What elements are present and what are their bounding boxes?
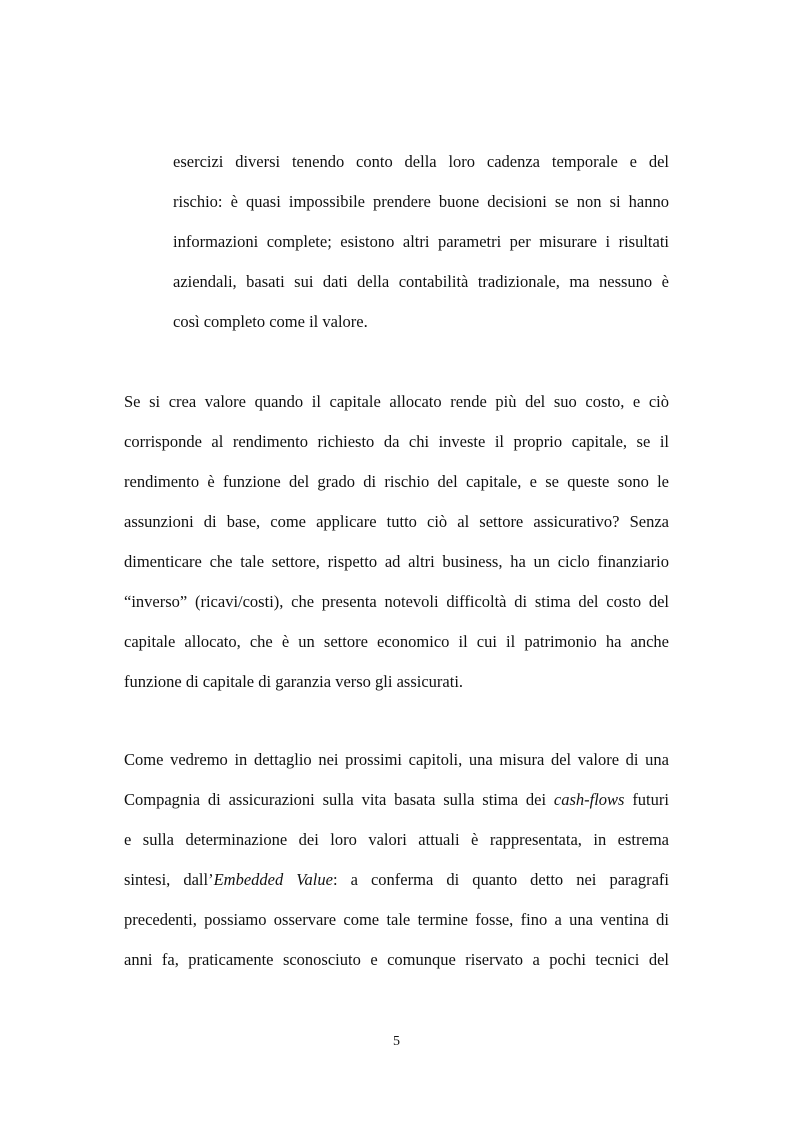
paragraph-line (124, 790, 669, 810)
quote-line: così completo come il valore. (173, 312, 368, 331)
paragraph-line: dimenticare che tale settore, rispetto ad altri business, ha un ciclo finanziario (124, 552, 669, 571)
text-run: sintesi, dall’ (124, 870, 214, 889)
paragraph-line: anni fa, praticamente sconosciuto e comunque riservato a pochi tecnici del (124, 950, 669, 969)
paragraph-line: Se si crea valore quando il capitale allocato rende più del suo costo, e ciò (124, 392, 669, 411)
paragraph-line: funzione di capitale di garanzia verso gli assicurati. (124, 672, 464, 691)
paragraph-line: precedenti, possiamo osservare come tale termine fosse, fino a una ventina di (124, 910, 669, 929)
italic-term-cash-flows: cash-flows (553, 790, 625, 809)
quote-line: informazioni complete; esistono altri parametri per misurare i risultati (173, 232, 669, 251)
paragraph-line (124, 870, 669, 890)
page-number: 5 (393, 1034, 400, 1049)
paragraph-line: Come vedremo in dettaglio nei prossimi capitoli, una misura del valore di una (124, 750, 669, 769)
paragraph-line: “inverso” (ricavi/costi), che presenta notevoli difficoltà di stima del costo del (124, 592, 669, 611)
italic-term-embedded-value: Embedded Value (213, 870, 333, 889)
paragraph-line: rendimento è funzione del grado di rischio del capitale, e se queste sono le (124, 472, 669, 491)
paragraph-line: corrisponde al rendimento richiesto da chi investe il proprio capitale, se il (124, 432, 669, 451)
quote-line: aziendali, basati sui dati della contabilità tradizionale, ma nessuno è (173, 272, 669, 291)
text-run: futuri (624, 790, 669, 809)
text-run: : a conferma di quanto detto nei paragrafi (332, 870, 669, 889)
paragraph-line: assunzioni di base, come applicare tutto ciò al settore assicurativo? Senza (124, 512, 669, 531)
text-run: Compagnia di assicurazioni sulla vita basata sulla stima dei (124, 790, 554, 809)
paragraph-line: e sulla determinazione dei loro valori attuali è rappresentata, in estrema (124, 830, 669, 849)
quote-line: esercizi diversi tenendo conto della loro cadenza temporale e del (173, 152, 669, 171)
quote-line: rischio: è quasi impossibile prendere buone decisioni se non si hanno (173, 192, 669, 211)
paragraph-line: capitale allocato, che è un settore economico il cui il patrimonio ha anche (124, 632, 669, 651)
